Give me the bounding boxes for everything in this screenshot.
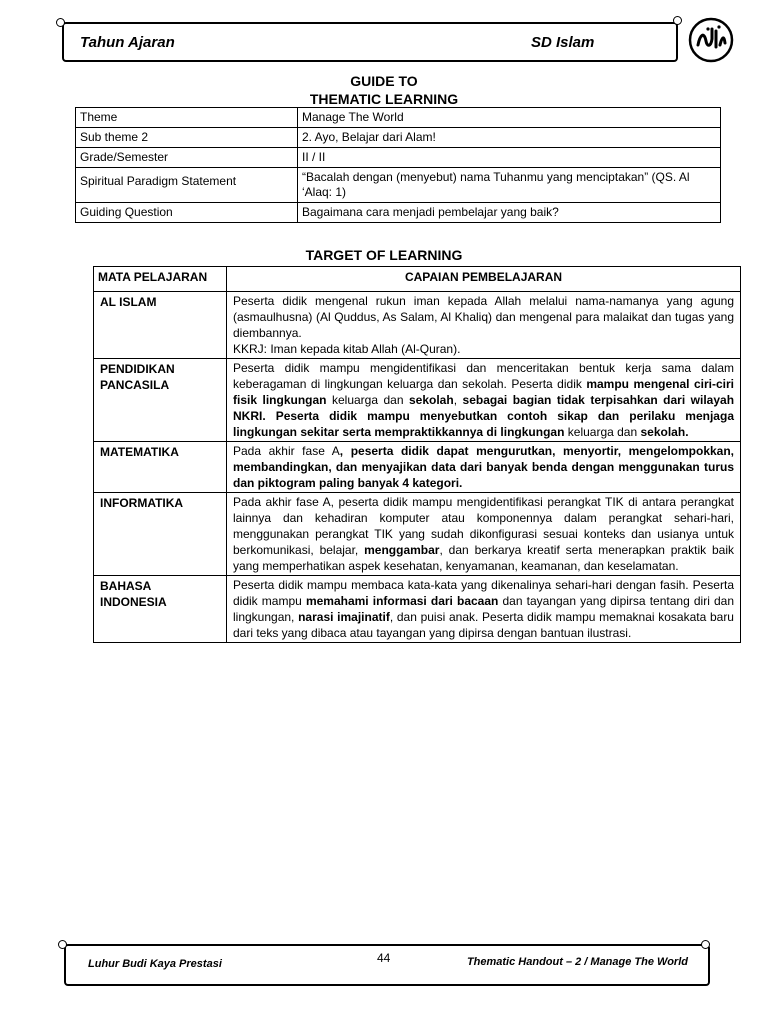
handout-title: Thematic Handout – 2 / Manage The World [466,956,688,968]
achievement-cell [227,493,741,576]
school-motto: Luhur Budi Kaya Prestasi [88,958,222,970]
column-header-subject: MATA PELAJARAN [94,267,227,292]
table-row [94,576,741,643]
scroll-curl-icon [58,940,67,949]
academic-year-label: Tahun Ajaran [80,34,175,51]
achievement-cell [227,442,741,493]
info-key: Sub theme 2 [76,128,298,148]
achievement-text: Pada akhir fase A [233,444,340,458]
info-key: Guiding Question [76,203,298,223]
table-row [76,148,721,168]
column-header-achievement: CAPAIAN PEMBELAJARAN [227,267,741,292]
achievement-text: , dan puisi anak. Peserta didik mampu memaknai kosakata baru dari teks yang dibaca atau tayangan yang dipirsa dengan bantuan ilustrasi. [233,610,734,640]
subject-cell: INFORMATIKA [94,493,227,576]
table-row [94,359,741,442]
achievement-text: KKRJ: Iman kepada kitab Allah (Al-Quran). [233,342,461,356]
info-key: Theme [76,108,298,128]
achievement-bold-text: sekolah [409,393,454,407]
subject-cell: AL ISLAM [94,292,227,359]
achievement-bold-text: menggambar [364,543,440,557]
achievement-text: Pada akhir fase A, peserta didik mampu mengidentifikasi perangkat TIK di antara perangkat lainnya dan kehadiran komputer atau komponennya dalam perangkat sehari-hari, menggunakan perangkat TIK yang sudah dikonfigurasi sesuai konteks dan usianya untuk berkomunikasi, belajar, [233,495,734,557]
info-value: 2. Ayo, Belajar dari Alam! [298,128,721,148]
header-banner [62,22,678,62]
info-value: II / II [298,148,721,168]
achievement-bold-text: memahami informasi dari bacaan [305,594,499,608]
guide-title-line2: THEMATIC LEARNING [309,91,459,107]
achievement-bold-text: mampu mengenal ciri-ciri fisik lingkungan [233,377,734,407]
info-value: “Bacalah dengan (menyebut) nama Tuhanmu yang menciptakan” (QS. Al ‘Alaq: 1) [298,168,721,203]
achievement-text: Peserta didik mampu mengidentifikasi dan menceritakan bentuk kerja sama dalam keberagaman di lingkungan keluarga dan sekolah. Peserta didik [233,361,734,391]
target-heading: TARGET OF LEARNING [305,247,463,263]
subject-cell: BAHASA INDONESIA [94,576,227,643]
achievement-text: , dan berkarya kreatif serta menerapkan praktik baik yang memperhatikan aspek kesehatan, kenyamanan, keamanan, dan keselamatan. [233,543,734,573]
achievement-bold-text: narasi imajinatif [298,610,390,624]
table-row [94,442,741,493]
learning-target-table [93,266,741,643]
table-row [76,203,721,223]
school-emblem-icon [688,17,734,63]
achievement-bold-text: sekolah. [640,425,689,439]
guide-title-line1: GUIDE TO [350,73,418,89]
scroll-curl-icon [701,940,710,949]
scroll-curl-icon [56,18,65,27]
info-key: Grade/Semester [76,148,298,168]
achievement-bold-text: sebagai bagian tidak terpisahkan dari wilayah NKRI. Peserta didik mampu menyebutkan contoh sikap dan perilaku menjaga lingkungan sekitar serta mempraktikkannya di lingkungan [233,393,735,439]
page-number: 44 [377,951,391,965]
info-value: Bagaimana cara menjadi pembelajar yang baik? [298,203,721,223]
table-row [94,292,741,359]
info-key: Spiritual Paradigm Statement [76,168,298,203]
achievement-text: Peserta didik mengenal rukun iman kepada Allah melalui nama-namanya yang agung (asmaulhusna) (Al Quddus, As Salam, Al Khaliq) dan mengenal para malaikat dan tugas yang diembannya. [233,294,734,340]
table-row [76,108,721,128]
theme-info-table [75,107,721,223]
achievement-cell [227,359,741,442]
achievement-text: Peserta didik mampu membaca kata-kata yang dikenalinya sehari-hari dengan fasih. Peserta didik mampu [233,578,734,608]
achievement-cell [227,576,741,643]
table-row [76,168,721,203]
table-row [76,128,721,148]
achievement-text: keluarga dan [326,393,409,407]
table-row [94,493,741,576]
scroll-curl-icon [673,16,682,25]
achievement-text: dan tayangan yang dipirsa tentang diri dan lingkungan, [233,594,734,624]
subject-cell: MATEMATIKA [94,442,227,493]
school-name-label: SD Islam [531,34,595,51]
info-value: Manage The World [298,108,721,128]
achievement-cell [227,292,741,359]
achievement-bold-text: , peserta didik dapat mengurutkan, menyortir, mengelompokkan, membandingkan, dan menyajikan data dari banyak benda dengan menggunakan turus dan piktogram paling banyak 4 kategori. [233,444,734,490]
achievement-text: , [453,393,463,407]
footer-banner [64,944,710,986]
subject-cell: PENDIDIKAN PANCASILA [94,359,227,442]
achievement-text: keluarga dan [564,425,641,439]
table-header-row [94,267,741,292]
